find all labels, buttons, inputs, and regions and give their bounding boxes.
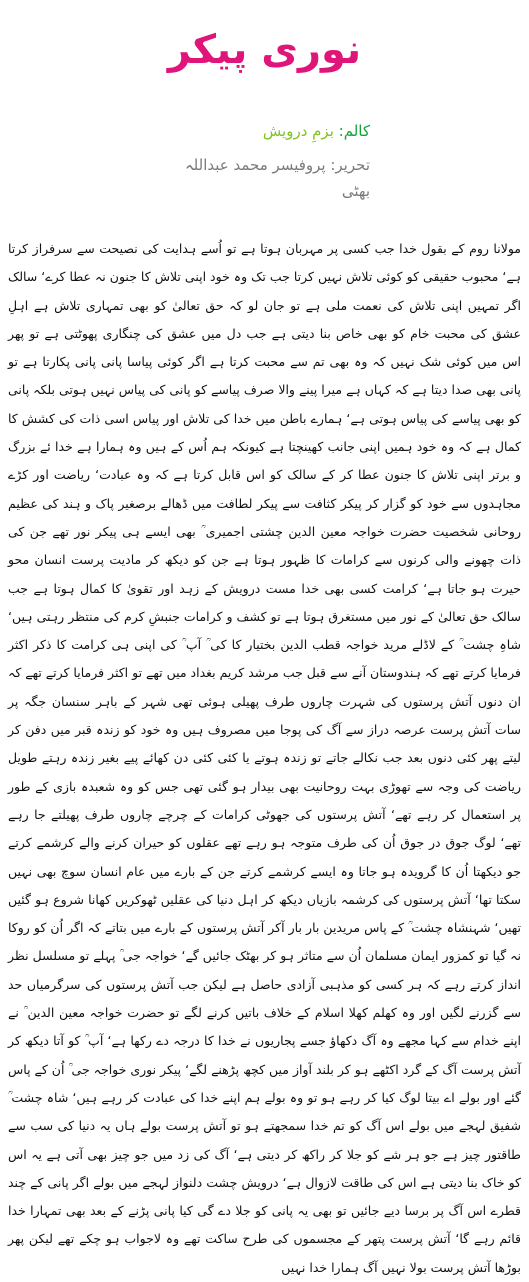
column-label: کالم: [338,122,370,140]
author-byline: تحریر: پروفیسر محمد عبداللہ بھٹی [184,156,370,200]
column-byline [160,118,370,144]
article-body: مولانا روم کے بقول خدا جب کسی پر مہربان ہوتا ہے تو اُسے ہدایت کی نصیحت سے سرفراز کرتا ہے‘ محبوب حقیقی کو کوئی تلاش نہیں کرتا جب تک وہ خود اپنی تلاش کا جنون نہ عطا کرے‘ سالک اگر تمہیں اپنی تلاش کی نعمت ملی ہے تو جان لو کہ حق تعالیٰ کو بھی تمہاری تلاش ہے اہلِ عشق کی محبت خام کو بھی خاص بنا دیتی ہے جب دل میں عشق کی چنگاری پھوٹتی ہے تو پھر اس میں کوئی شک نہیں کہ وہ بھی تم سے محبت کرتا ہے اگر کوئی پیاسا پانی پانی پکارتا ہے تو پانی بھی صدا دیتا ہے کہ کہاں ہے میرا پینے والا صرف پیاسے کو پانی کی پیاس نہیں ہوتی بلکہ پانی کو بھی پیاسے کی پیاس ہوتی ہے‘ ہمارے باطن میں خدا کی تلاش اور پیاس اسی ذات کی کشش کا کمال ہے کہ وہ خود ہمیں اپنی جانب کھینچتا ہے کیونکہ ہم اُس کے ہیں وہ ہمارا ہے خدا ئے بزرگ و برتر اپنی تلاش کا جنون عطا کر کے سالک کو اس قابل کرتا ہے کہ وہ عبادت‘ ریاضت اور کڑے مجاہدوں سے خود کو گزار کر پیکر کثافت سے پیکر لطافت میں ڈھالے برصغیر پاک و ہند کی عظیم روحانی شخصیت حضرت خواجہ معین الدین چشتی اجمیری ؒ بھی ایسے ہی پیکر نور تھے جن کی ذات چھونے والی کرنوں سے کرامات کا ظہور ہوتا ہے جن کو دیکھ کر مادیت پرست انسان محو حیرت ہو جاتا ہے‘ کرامت کسی بھی خدا مست درویش کے زہد اور تقویٰ کا کمال ہوتا ہے جب سالک حق تعالیٰ کے نور میں مستغرق ہوتا ہے تو کشف و کرامات جنبشِ کرم کی منتظر رہتی ہیں‘ شاہِ چشت ؒ کے لاڈلے مرید خواجہ قطب الدین بختیار کا کی ؒ آپ ؒ کی اپنی ہی کرامت کا ذکر اکثر فرمایا کرتے تھے کہ ہندوستان آنے سے قبل جب مرشد کریم بغداد میں تھے تو اکثر فرمایا کرتے تھے کہ ان دنوں آتش پرستوں کی شہرت چاروں طرف پھیلی ہوئی تھی شہر کے باہر سنسان جگہ پر سات آتش پرست عرصہ دراز سے آگ کی پوجا میں مصروف ہیں وہ خود کو زندہ قبر میں دفن کر لیتے پھر کئی دنوں بعد جب نکالے جاتے تو زندہ ہوتے یا کئی کئی دن کھائے پیے بغیر زندہ رہتے طویل ریاضت کی وجہ سے تھوڑی بہت روحانیت بھی بیدار ہو گئی تھی جس کو وہ شعبدہ بازی کے طور پر استعمال کر رہے تھے‘ آتش پرستوں کی جھوٹی کرامات کے چرچے چاروں طرف پھیلتے جا رہے تھے‘ لوگ جوق در جوق اُن کی طرف متوجہ ہو رہے تھے عقلوں کو حیران کرنے والے کرشمے کرتے جو دیکھتا اُن کا گرویدہ ہو جاتا وہ ایسے کرشمے کرتے جن کے بارے میں عام انسان سوچ بھی نہیں سکتا تھا‘ آتش پرستوں کی کرشمہ بازیاں دیکھ کر اہل دنیا کی عقلیں ٹھوکریں کھانا شروع ہو گئیں تھیں‘ شہنشاہ چشت ؒ کے پاس مریدین بار بار آکر آتش پرستوں کے بارے میں بتاتے کہ اگر اُن کو روکا نہ گیا تو کمزور ایمان مسلمان اُن سے متاثر ہو کر بھٹک جائیں گے‘ خواجہ جی ؒ پہلے تو مسلسل نظر انداز کرتے رہے کہ ہر کسی کو مذہبی آزادی حاصل ہے لیکن جب آتش پرستوں کی سرگرمیاں حد سے گزرنے لگیں اور وہ کھلم کھلا اسلام کے خلاف باتیں کرنے لگے تو حضرت خواجہ معین الدین ؒ نے اپنے خدام سے کہا مجھے وہ آگ دکھاؤ جسے پجاریوں نے خدا کا درجہ دے رکھا ہے‘ آپ ؒ کو آتا دیکھ کر آتش پرست آگ کے گرد اکٹھے ہو کر بلند آواز میں کچھ پڑھنے لگے‘ پیکر نوری خواجہ جی ؒ اُن کے پاس گئے اور بولے اے بیتا لوگ کیا کر رہے ہو تو وہ بولے ہم اپنے خدا کی عبادت کر رہے ہیں‘ شاہ چشت ؒ شفیق لہجے میں بولے اس آگ کو تم خدا سمجھتے ہو تو آتش پرست بولے ہاں یہ دنیا کی سب سے طاقتور چیز ہے جو ہر شے کو جلا کر راکھ کر دیتی ہے‘ آگ کی زد میں جو چیز بھی آتی ہے یہ اس کو خاک بنا دیتی ہے اس کی طاقت لازوال ہے‘ درویش چشت دلنواز لہجے میں بولے اگر پانی کے چند قطرے اس آگ پر برسا دیے جائیں تو بھی یہ پانی کو جلا دے گی کیا پانی پڑنے کے بعد بھی تمہارا خدا قائم رہے گا‘ آتش پرست پتھر کے مجسموں کی طرح ساکت تھے وہ لاجواب ہو چکے تھے لیکن پھر بوڑھا آتش پرست بولا نہیں آگ ہمارا خدا نہیں [8,241,521,1275]
column-name: بزمِ درویش [262,122,334,140]
article-title: نوری پیکر [167,27,362,73]
